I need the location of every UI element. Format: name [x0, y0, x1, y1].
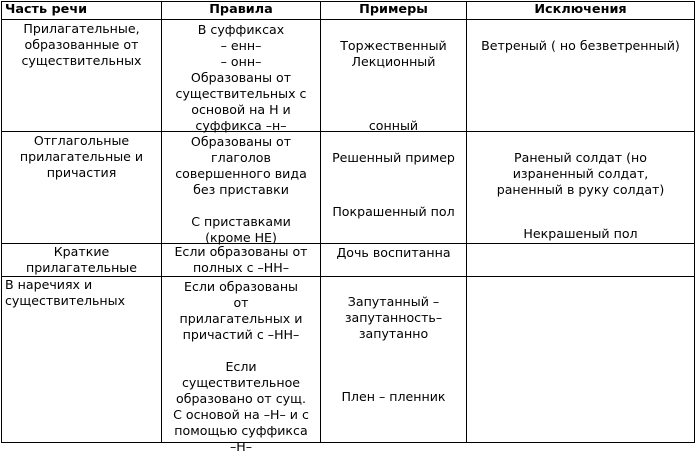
part-of-speech-cell	[2, 20, 162, 132]
examples-top-line: запутанность–	[344, 310, 443, 325]
part-line: Отглагольные	[33, 133, 130, 148]
exceptions-cell	[467, 277, 695, 443]
examples-top-line: Дочь воспитанна	[336, 245, 451, 260]
part-line: В наречиях и	[5, 277, 93, 292]
rules-line: С основой на –Н– и с	[173, 407, 309, 422]
rules-line: полных с –НН–	[192, 260, 290, 275]
rules-line: Образованы от	[190, 70, 292, 85]
rules-line: Если образованы	[183, 279, 299, 294]
examples-top-line: Решенный пример	[332, 150, 455, 165]
table-row	[2, 277, 695, 443]
examples-cell	[321, 20, 467, 132]
examples-cell	[321, 132, 467, 244]
exceptions-cell	[467, 20, 695, 132]
exceptions-cell	[467, 244, 695, 277]
examples-cell	[321, 277, 467, 443]
rules-cell	[162, 277, 321, 454]
rules-line: прилагательных и	[179, 311, 303, 326]
examples-bottom-line: сонный	[368, 118, 419, 133]
table-row	[2, 244, 695, 277]
rules-line: причастий с –НН–	[182, 327, 300, 342]
rules-line: Если	[225, 359, 257, 374]
rules-line: глаголов	[211, 150, 271, 165]
part-line: Прилагательные,	[23, 21, 140, 36]
table-row	[2, 132, 695, 244]
rules-line: от	[233, 295, 249, 310]
rules-cell	[162, 244, 321, 277]
part-line: прилагательные	[26, 260, 137, 275]
exceptions-top-line: Ветреный ( но безветренный)	[481, 38, 680, 53]
examples-bottom-line: Покрашенный пол	[332, 204, 455, 219]
header-exceptions: Исключения	[467, 2, 695, 20]
rules-line: Если образованы от	[174, 244, 308, 259]
header-row	[2, 2, 695, 20]
header-part-of-speech: Часть речи	[2, 2, 162, 20]
part-line: прилагательные и	[19, 149, 144, 164]
part-line: причастия	[46, 165, 117, 180]
rules-line: –Н–	[229, 439, 253, 454]
rules-cell	[162, 20, 321, 132]
part-line: существительных	[21, 53, 142, 68]
exceptions-cell	[467, 132, 695, 244]
exceptions-top-line: Раненый солдат (но	[514, 150, 647, 165]
part-of-speech-cell	[2, 132, 162, 244]
rules-cell	[162, 132, 321, 244]
examples-cell	[321, 244, 467, 277]
rules-line: Образованы от	[190, 134, 292, 149]
rules-line: В суффиксах	[197, 22, 285, 37]
rules-line: помощью суффикса	[174, 423, 308, 438]
rules-line	[162, 198, 320, 214]
part-line: существительных	[5, 293, 126, 308]
rules-line: основой на Н и	[191, 102, 291, 117]
header-examples: Примеры	[321, 2, 467, 20]
rules-line: (кроме НЕ)	[205, 230, 277, 245]
rules-line	[162, 343, 320, 359]
rules-line: существительных с	[175, 86, 307, 101]
rules-line: – енн–	[220, 38, 262, 53]
exceptions-top-line: израненный солдат,	[512, 166, 649, 181]
examples-top-line: запутанно	[358, 326, 429, 341]
exceptions-bottom-line: Некрашеный пол	[523, 226, 638, 241]
part-of-speech-cell	[2, 277, 162, 443]
examples-bottom-line: Плен – пленник	[341, 389, 446, 404]
exceptions-top-line: раненный в руку солдат)	[496, 182, 665, 197]
rules-line: образовано от сущ.	[176, 391, 306, 406]
part-line: образованные от	[24, 37, 139, 52]
spelling-rules-table	[1, 1, 695, 454]
part-of-speech-cell	[2, 244, 162, 277]
rules-line: – онн–	[220, 54, 262, 69]
examples-top-line: Торжественный	[340, 38, 447, 53]
rules-line: без приставки	[193, 182, 289, 197]
examples-top-line: Запутанный –	[347, 294, 440, 309]
rules-line: существительное	[181, 375, 301, 390]
header-rules: Правила	[162, 2, 321, 20]
part-line: Краткие	[53, 244, 110, 259]
examples-top-line: Лекционный	[351, 54, 436, 69]
rules-line: суффикса –н–	[195, 118, 287, 133]
rules-line: совершенного вида	[175, 166, 307, 181]
table-row	[2, 20, 695, 132]
rules-line: С приставками	[191, 214, 291, 229]
